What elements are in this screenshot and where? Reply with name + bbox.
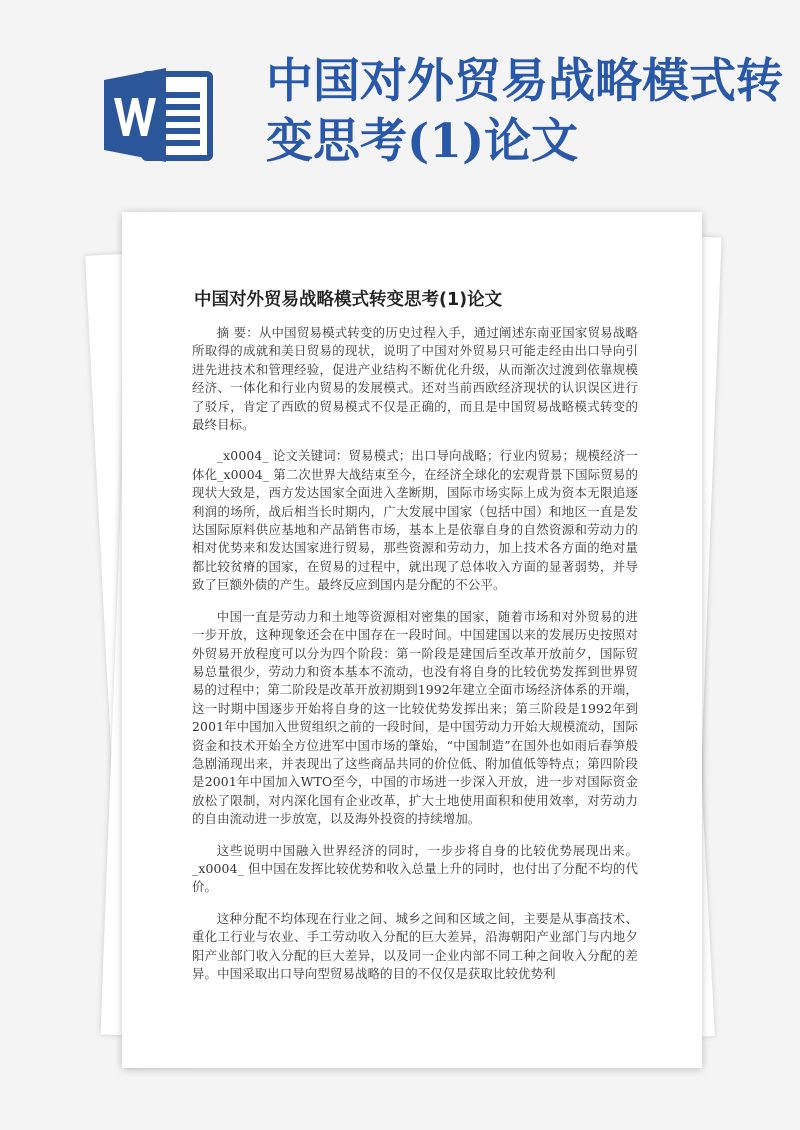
body-paragraph: 中国一直是劳动力和土地等资源相对密集的国家，随着市场和对外贸易的进一步开放，这种现象还会在中国存在一段时间。中国建国以来的发展历史按照对外贸易开放程度可以分为四个阶段：第一阶段是建国后至改革开放前夕，国际贸易总量很少，劳动力和资本基本不流动，也没有将自身的比较优势发挥到世界贸易的过程中；第二阶段是改革开放初期到1992年建立全面市场经济体系的开端，这一时期中国逐步开始将自身的这一比较优势发挥出来；第三阶段是1992年到2001年中国加入世贸组织之前的一段时间，是中国劳动力开始大规模流动，国际资金和技术开始全方位进军中国市场的肇始，“中国制造”在国外也如雨后春笋般急剧涌现出来，并表现出了这些商品共同的价位低、附加值低等特点；第四阶段是2001年中国加入WTO至今，中国的市场进一步深入开放，进一步对国际资金放松了限制，对内深化国有企业改革，扩大土地使用面积和使用效率，对劳动力的自由流动进一步放宽，以及海外投资的持续增加。: [192, 608, 638, 827]
word-document-icon: [104, 66, 216, 164]
document-body: [192, 324, 638, 996]
document-page: [122, 212, 702, 1068]
document-title: 中国对外贸易战略模式转变思考(1)论文: [194, 290, 503, 310]
abstract-paragraph: 摘 要：从中国贸易模式转变的历史过程入手，通过阐述东南亚国家贸易战略所取得的成就和美日贸易的现状，说明了中国对外贸易只可能走经由出口导向引进先进技术和管理经验，促进产业结构不断优化升级，从而渐次过渡到依靠规模经济、一体化和行业内贸易的发展模式。还对当前西欧经济现状的认识误区进行了驳斥，肯定了西欧的贸易模式不仅是正确的，而且是中国贸易战略模式转变的最终目标。: [192, 325, 638, 433]
body-paragraph: _x0004_ 论文关键词：贸易模式；出口导向战略；行业内贸易；规模经济一体化_x0004_ 第二次世界大战结束至今，在经济全球化的宏观背景下国际贸易的现状大致是，西方发达国家全面进入垄断期，国际市场实际上成为资本无限追逐利润的场所，战后相当长时期内，广大发展中国家（包括中国）和地区一直是发达国际原料供应基地和产品销售市场，基本上是依靠自身的自然资源和劳动力的相对优势来和发达国家进行贸易，那些资源和劳动力，加上技术各方面的绝对量都比较贫瘠的国家，在贸易的过程中，就出现了总体收入方面的显著弱势，并导致了巨额外债的产生。最终反应到国内是分配的不公平。: [192, 448, 638, 593]
body-paragraph: 这种分配不均体现在行业之间、城乡之间和区域之间，主要是从事高技术、重化工行业与农业、手工劳动收入分配的巨大差异，沿海朝阳产业部门与内地夕阳产业部门收入分配的巨大差异，以及同一企业内部不同工种之间收入分配的差异。中国采取出口导向型贸易战略的目的不仅仅是获取比较优势利: [192, 910, 638, 981]
body-paragraph: 这些说明中国融入世界经济的同时，一步步将自身的比较优势展现出来。_x0004_ 但中国在发挥比较优势和收入总量上升的同时，也付出了分配不均的代价。: [192, 842, 638, 895]
banner-title: 中国对外贸易战略模式转变思考(1)论文: [266, 54, 783, 169]
